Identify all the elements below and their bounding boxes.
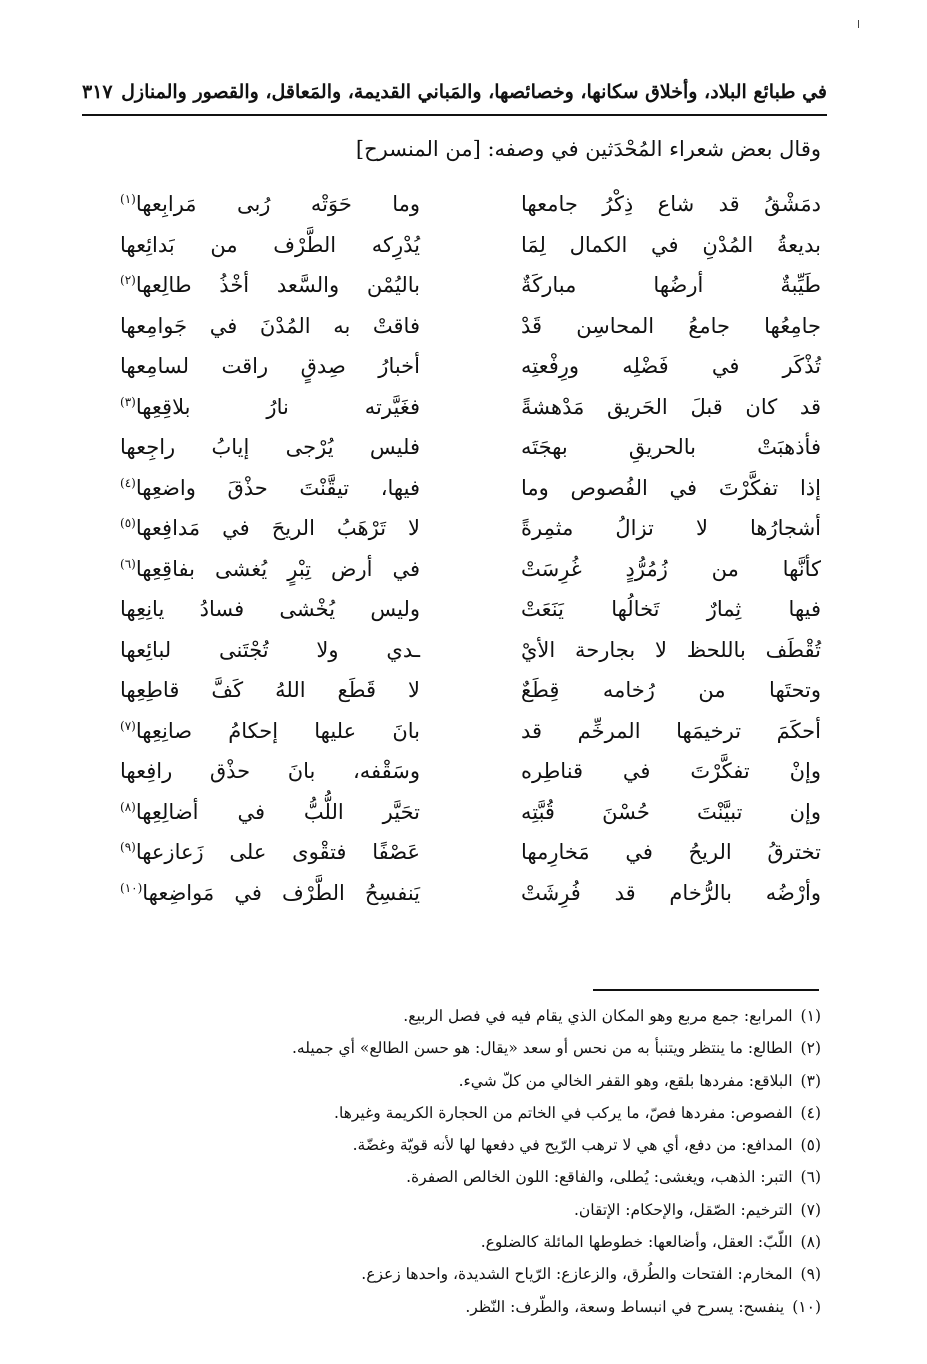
verse-second-hemistich [120,881,420,905]
verse-second-hemistich [120,273,420,297]
footnote-text: الطالع: ما ينتظر ويتنبأ به من نحس أو سعد «يقال: هو حسن الطالع» أي جميله. [292,1039,793,1058]
verse-second-hemistich [120,557,420,581]
verse-second-hemistich [120,759,420,783]
footnote [121,1000,821,1032]
footnote-marker: (٩) [120,840,136,855]
footnote-text: الفصوص: مفردها فصّ، ما يركب في الخاتم من الحجارة الكريمة وغيرها. [334,1103,793,1122]
verse-first-hemistich: جامِعُها جامعُ المحاسِن قَدْ [521,313,821,338]
poem-intro: وقال بعض شعراء المُحْدَثين في وصفه: [من المنسرح] [355,137,821,161]
footnote-marker: (٥) [120,516,136,531]
verse-line [120,468,821,509]
verse-line [120,306,821,347]
footnote [121,1226,821,1258]
verse-line [120,427,821,468]
hemistich-text: فليس يُرْجى إيابُ راجِعها [120,435,420,460]
verse-second-hemistich [120,192,420,216]
verse-line [120,265,821,306]
verse-first-hemistich: كأنَّها من زُمُرُّدٍ غُرِسَتْ [521,556,821,581]
verse-line [120,630,821,671]
verse-first-hemistich: دمَشْقُ قد شاع ذِكْرُ جامعها [521,192,821,217]
verse-first-hemistich: تخترقُ الريحُ في مَخارِمها [521,840,821,865]
footnote-separator [593,989,819,991]
footnote-text: المخارم: الفتحات والطُرق، والزعازع: الرّياح الشديدة، واحدها زعزع. [361,1265,793,1284]
hemistich-text: فيها، تيقَّنْتَ حذْقَ واضعِها [135,475,420,500]
footnote-marker: (٦) [120,556,136,571]
poem [120,184,821,913]
hemistich-text: وليس يُخْشى فسادُ يانِعِها [120,597,420,622]
footnote-number: (٣) [800,1071,821,1090]
footnote [121,1065,821,1097]
footnote-text: المرابع: جمع مربع وهو المكان الذي يقام فيه في فصل الربيع. [403,1007,793,1025]
verse-line [120,873,821,914]
verse-first-hemistich: أشجارُها لا تزالُ مثمِرةً [521,516,821,541]
verse-line [120,184,821,225]
verse-second-hemistich [120,597,420,621]
hemistich-text: لا تَرْهَبُ الريحَ في مَدافِعها [135,516,420,541]
footnote-marker: (١) [120,192,136,207]
verse-line [120,549,821,590]
footnote-number: (٩) [800,1265,821,1284]
verse-line [120,751,821,792]
footnote-marker: (٣) [120,394,136,409]
footnote [121,1161,821,1193]
hemistich-text: أخبارُ صِدقٍ راقت لسامِعها [120,354,420,379]
verse-second-hemistich [120,719,420,743]
hemistich-text: وسَقْفه، بانَ حذْق رافِعها [120,759,420,784]
footnote [121,1097,821,1129]
footnote-text: التبر: الذهب، ويغشى: يُطلى، والفاقع: اللون الخالص الصفرة. [406,1168,793,1187]
hemistich-text: تحَيَّر اللُّبُّ في أضالِعِها [135,799,420,824]
verse-line [120,711,821,752]
running-header [82,70,827,114]
verse-second-hemistich [120,435,420,459]
footnote-number: (٧) [800,1200,821,1219]
verse-second-hemistich [120,516,420,540]
footnote-text: اللّبّ: العقل، وأضالعها: خطوطها المائلة كالضلوع. [480,1233,793,1252]
verse-second-hemistich [120,395,420,419]
footnote-text: الترخيم: الصّقل، والإحكام: الإتقان. [574,1200,793,1219]
verse-first-hemistich: فيها ثِمارٌ تَخالُها يَنَعَتْ [521,597,821,622]
verse-first-hemistich: بديعةُ المُدْنِ في الكمال لِمَا [521,232,821,257]
margin-tick [858,20,859,28]
footnote-number: (٥) [800,1136,821,1155]
hemistich-text: وما حَوَتْه رُبى مَرابِعها [135,192,420,217]
verse-first-hemistich: إذا تفكَّرْتَ في الفُصوص وما [521,475,821,500]
footnote-number: (١) [800,1007,821,1025]
page-number: ٣١٧ [82,81,113,103]
verse-second-hemistich [120,638,420,662]
verse-second-hemistich [120,678,420,702]
verse-second-hemistich [120,840,420,864]
footnote-number: (٤) [800,1103,821,1122]
header-title: في طبائع البلاد، وأخلاق سكانها، وخصائصها، والمَباني القديمة، والمَعاقل، والقصور والمنازل [121,81,827,103]
verse-second-hemistich [120,800,420,824]
footnote-text: ينفسح: يسرح في انبساط وسعة، والطّرف: النّظر. [465,1297,785,1316]
verse-first-hemistich: وإن تبيَّنْتَ حُسْنَ قُبَّتِه [521,799,821,824]
verse-first-hemistich: وتحتَها من رُخامه قِطَعٌ [521,678,821,703]
footnote [121,1258,821,1290]
hemistich-text: باليُمْن والسَّعد أخْذُ طالِعها [135,273,420,298]
verse-first-hemistich: تُقْطَف باللحظ لا بجارحة الأيْ [521,637,821,662]
footnote-marker: (٨) [120,799,136,814]
verse-line [120,508,821,549]
verse-line [120,387,821,428]
header-rule [82,114,827,116]
hemistich-text: لا قَطَع اللهُ كَفَّ قاطِعِها [120,678,420,703]
verse-second-hemistich [120,476,420,500]
footnote [121,1129,821,1161]
footnote-text: البلاقع: مفردها بلقع، وهو القفر الخالي من كلّ شيء. [458,1071,793,1090]
hemistich-text: في أرض تِبْرٍ يُغشى بفاقِعِها [135,556,420,581]
footnote-marker: (٧) [120,718,136,733]
verse-second-hemistich [120,233,420,257]
verse-first-hemistich: فأذهبَتْ بالحريقِ بهجَتَه [521,435,821,460]
footnote-number: (٢) [800,1039,821,1058]
footnote-number: (٨) [800,1233,821,1252]
footnote [121,1194,821,1226]
verse-first-hemistich: تُذْكَر في فَضْلِه ورِفْعتِه [521,354,821,379]
footnote [121,1032,821,1064]
hemistich-text: يَنفسِحُ الطَّرْف في مَواضِعها [142,880,420,905]
verse-first-hemistich: طَيِّبةٌ أرضُها مباركَةٌ [521,273,821,298]
verse-second-hemistich [120,314,420,338]
footnote-number: (٦) [800,1168,821,1187]
verse-first-hemistich: قد كان قبلَ الحَريق مَدْهشةً [521,394,821,419]
footnote [121,1291,821,1323]
verse-first-hemistich: أحكَمَ ترخيمَها المرخِّم قد [521,718,821,743]
verse-line [120,792,821,833]
verse-line [120,670,821,711]
footnote-number: (١٠) [792,1297,821,1316]
hemistich-text: ـدي ولا تُجْتَنى لبائِعها [120,637,420,662]
hemistich-text: فغَيَّرته نارُ بلاقِعِها [135,394,420,419]
footnote-text: المدافع: من دفع، أي هي لا ترهب الرّيح في دفعها لها لأنه قويّة وغضّة. [352,1136,793,1155]
hemistich-text: فاقتْ به المُدْنَ في جَوامِعها [120,313,420,338]
hemistich-text: عَصْفًا فتقْوى على زَعازعها [135,840,420,865]
hemistich-text: بانَ عليها إحكامُ صانِعِها [135,718,420,743]
verse-first-hemistich: وأرْضُه بالرُّخام قد فُرِشَتْ [521,880,821,905]
verse-first-hemistich: وإنْ تفكَّرْتَ في قناطِره [521,759,821,784]
footnote-marker: (١٠) [120,880,143,895]
verse-line [120,832,821,873]
verse-line [120,346,821,387]
footnote-marker: (٢) [120,273,136,288]
footnotes [121,1000,821,1323]
verse-second-hemistich [120,354,420,378]
verse-line [120,589,821,630]
hemistich-text: يُدْرِكه الطَّرْف من بَدائِعها [120,232,420,257]
verse-line [120,225,821,266]
footnote-marker: (٤) [120,475,136,490]
